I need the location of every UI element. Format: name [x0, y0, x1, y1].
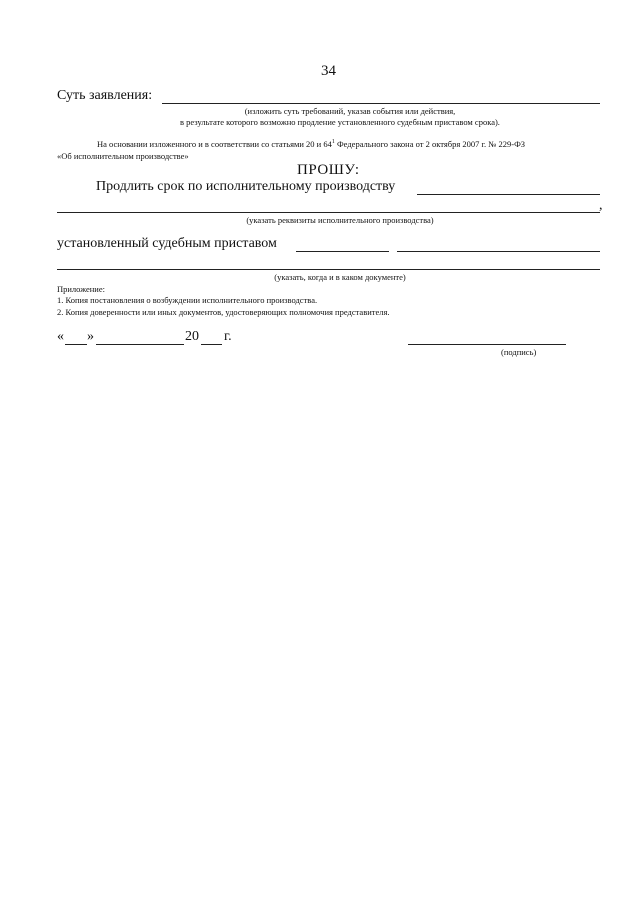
- trailing-comma: ,: [599, 198, 603, 213]
- date-close-quote: »: [87, 329, 94, 344]
- date-year-prefix: 20: [185, 329, 199, 344]
- proceeding-input-line[interactable]: [417, 194, 600, 195]
- date-day-line[interactable]: [65, 344, 87, 345]
- date-month-line[interactable]: [96, 344, 184, 345]
- essence-input-line[interactable]: [162, 103, 600, 104]
- essence-hint-2: в результате которого возможно продление установленного судебным приставом срока).: [180, 117, 500, 127]
- request-heading: ПРОШУ:: [297, 162, 360, 178]
- signature-caption: (подпись): [501, 347, 537, 357]
- signature-line[interactable]: [408, 344, 566, 345]
- established-input-line-2[interactable]: [397, 251, 600, 252]
- date-open-quote: «: [57, 329, 64, 344]
- document-input-line[interactable]: [57, 269, 600, 270]
- essence-hint-1: (изложить суть требований, указав события или действия,: [244, 106, 456, 116]
- established-input-line-1[interactable]: [296, 251, 389, 252]
- when-hint: (указать, когда и в каком документе): [274, 272, 406, 282]
- basis-line-1: На основании изложенного и в соответствии со статьями 20 и $64^1$ Федерального закона от 2 октября 2007 г. № 229-ФЗ: [97, 139, 526, 149]
- date-year-line[interactable]: [201, 344, 222, 345]
- basis-line-2: «Об исполнительном производстве»: [57, 151, 189, 161]
- date-year-suffix: г.: [224, 329, 232, 344]
- page-number: 34: [321, 63, 336, 79]
- attachments-title: Приложение:: [57, 284, 105, 294]
- attachment-item: 1. Копия постановления о возбуждении исполнительного производства.: [57, 295, 318, 305]
- extend-text: Продлить срок по исполнительному производству: [96, 179, 396, 194]
- essence-label: Суть заявления:: [57, 88, 153, 103]
- details-hint: (указать реквизиты исполнительного производства): [246, 215, 434, 225]
- proceeding-details-line[interactable]: [57, 212, 600, 213]
- attachment-item: 2. Копия доверенности или иных документов, удостоверяющих полномочия представителя.: [57, 307, 390, 317]
- established-text: установленный судебным приставом: [57, 236, 277, 251]
